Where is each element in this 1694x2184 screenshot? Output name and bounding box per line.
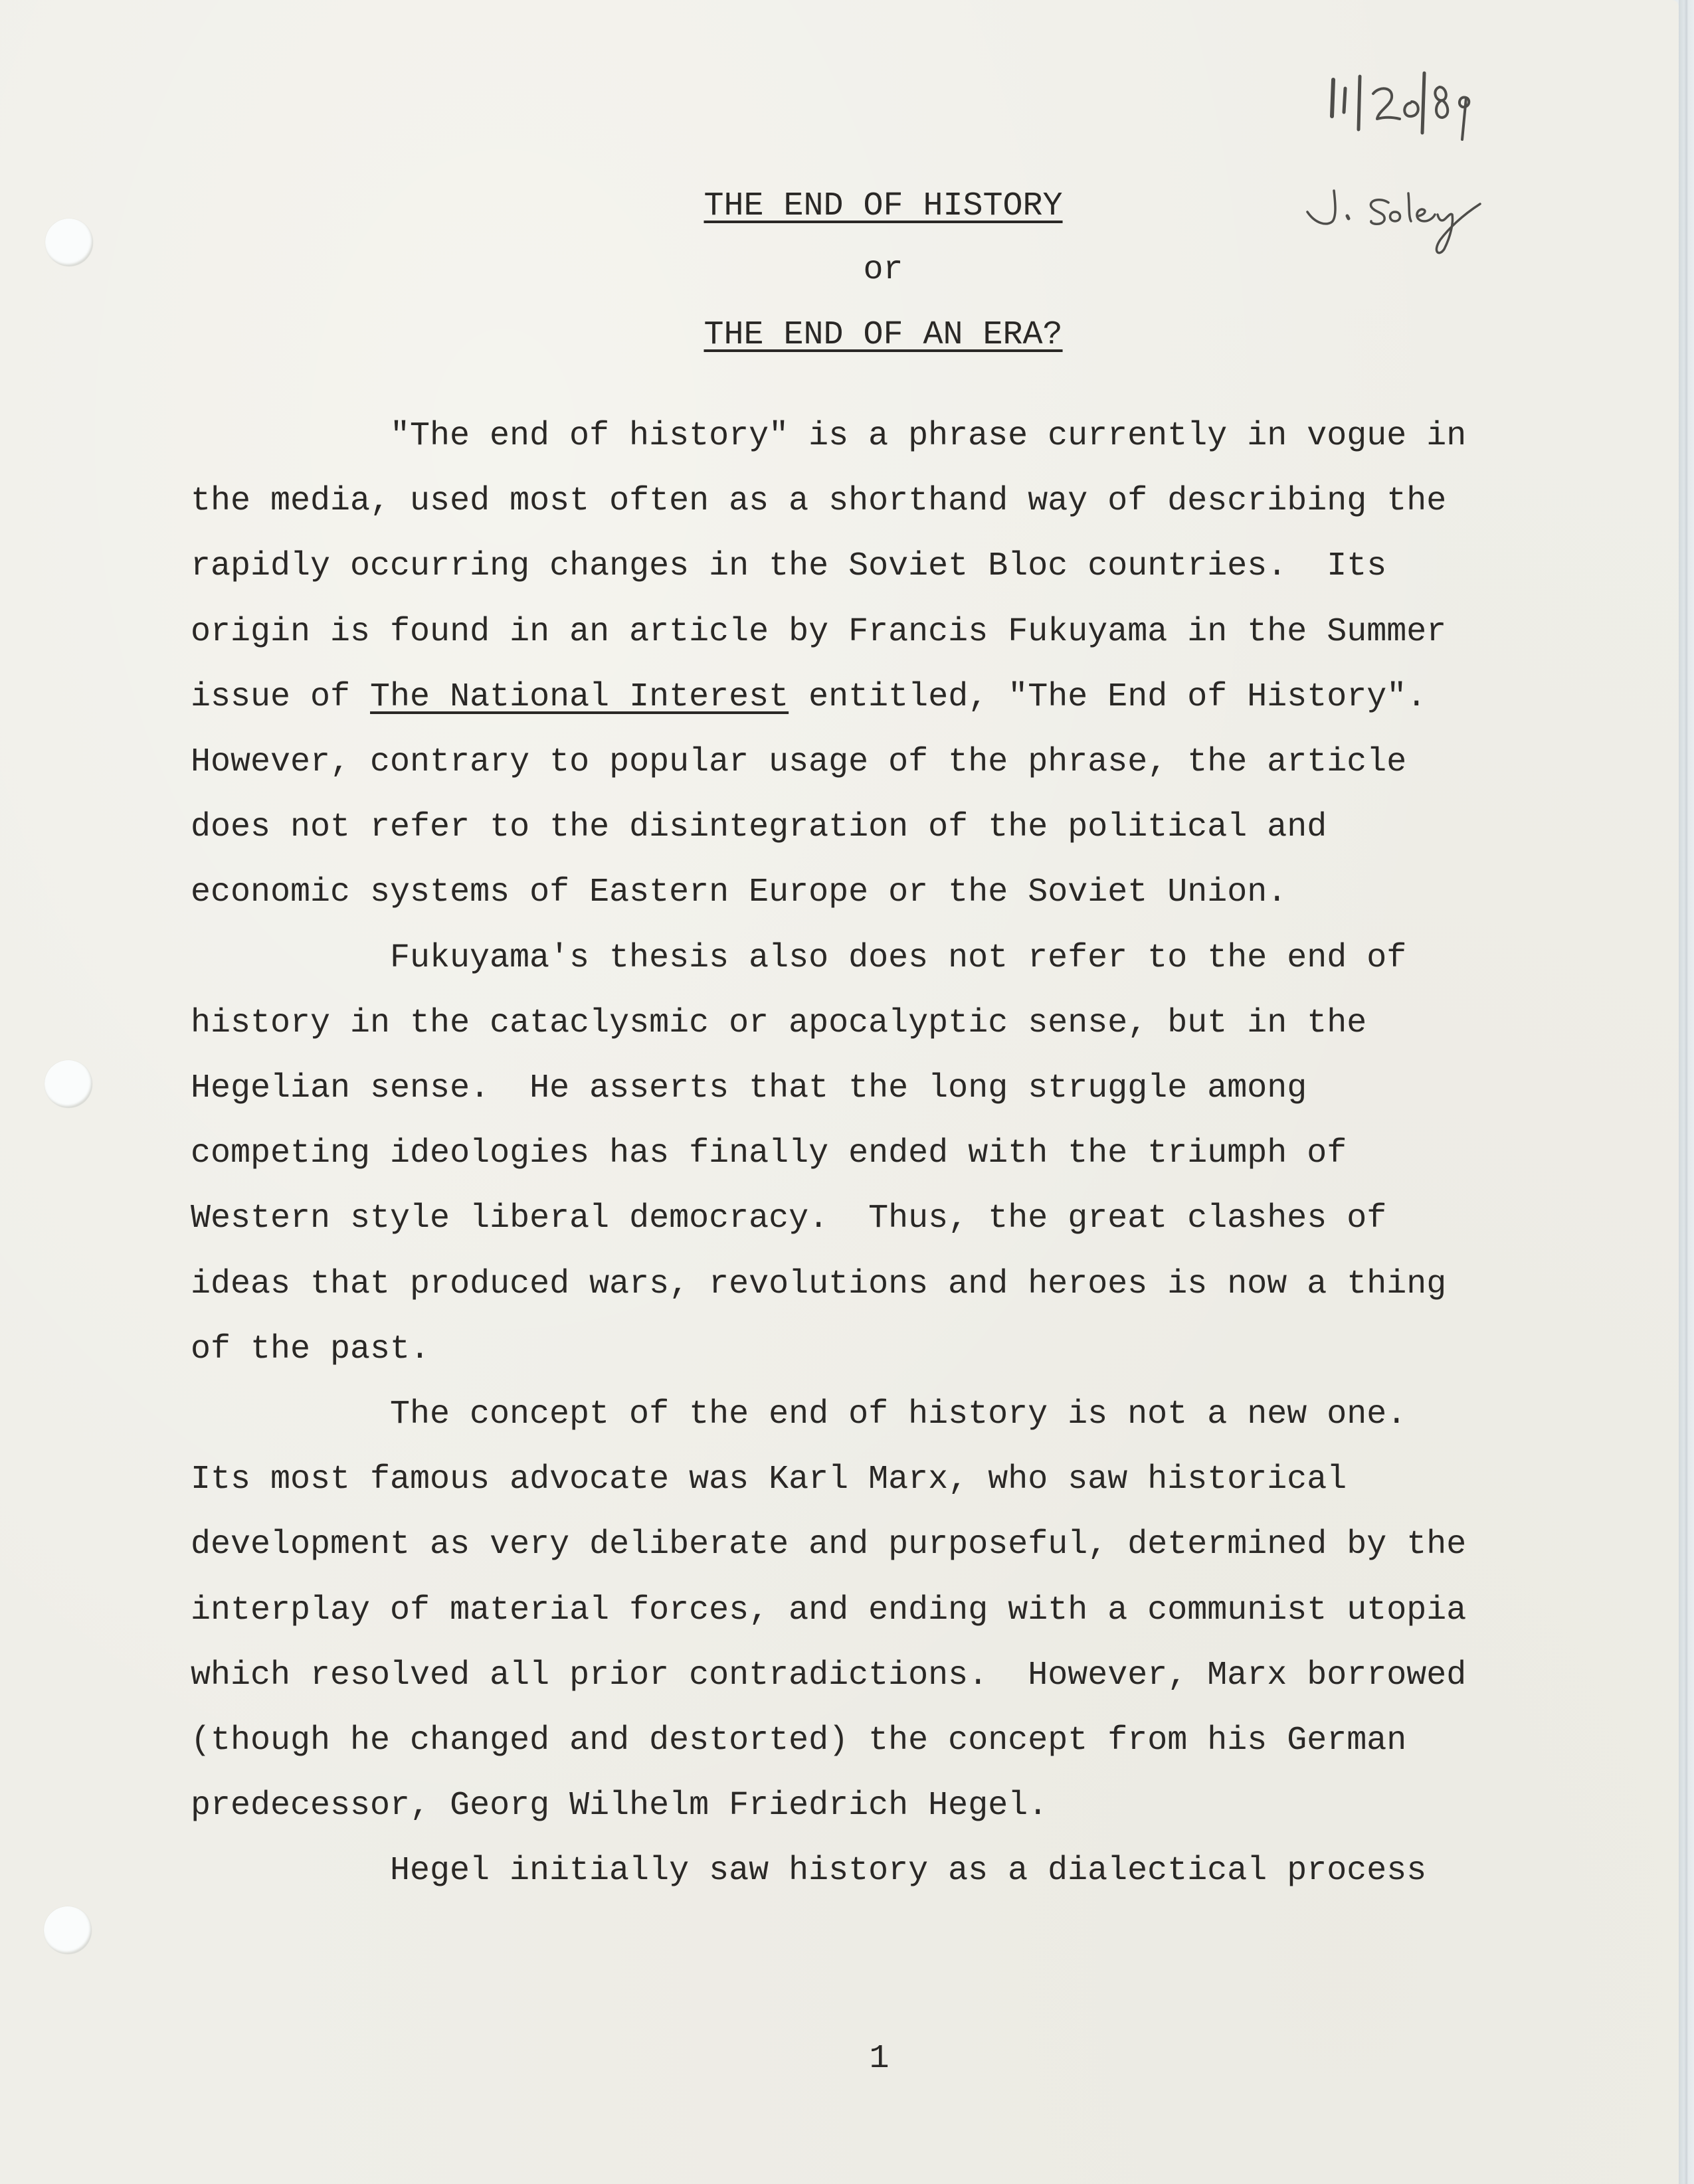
title-line-2 [0, 286, 1679, 385]
text-segment: which resolved all prior contradictions. However, Marx borrowed [191, 1656, 1467, 1694]
paragraph-first-line [390, 1852, 1427, 1890]
body-line [191, 612, 1447, 651]
body-line [191, 743, 1407, 781]
text-segment: entitled, "The End of History". [789, 678, 1427, 716]
body-line [191, 1656, 1467, 1694]
body-line [191, 1591, 1467, 1629]
page-number-line [0, 2009, 1679, 2109]
text-segment: (though he changed and destorted) the concept from his German [191, 1722, 1407, 1760]
publication-title: The National Interest [370, 678, 789, 716]
paragraph-first-line [390, 939, 1407, 977]
page-number: 1 [869, 2040, 890, 2078]
title-main: THE END OF HISTORY [704, 187, 1063, 225]
text-segment: competing ideologies has finally ended with the triumph of [191, 1135, 1347, 1173]
text-segment: development as very deliberate and purposeful, determined by the [191, 1526, 1467, 1564]
body-line [191, 1724, 1406, 1758]
body-line [191, 1069, 1307, 1107]
text-segment: of the past. [191, 1330, 430, 1368]
text-segment: predecessor, Georg Wilhelm Friedrich Hegel. [191, 1787, 1048, 1825]
text-segment: issue of [191, 678, 371, 716]
body-line [191, 1004, 1367, 1042]
body-line [191, 1265, 1447, 1303]
text-segment: origin is found in an article by Francis Fukuyama in the Summer [191, 612, 1447, 651]
paragraph-first-line [390, 417, 1467, 455]
scanner-edge [1679, 0, 1694, 2184]
text-segment: economic systems of Eastern Europe or the Soviet Union. [191, 873, 1287, 912]
text-segment: interplay of material forces, and ending with a communist utopia [191, 1591, 1467, 1629]
text-segment: Its most famous advocate was Karl Marx, who saw historical [191, 1461, 1347, 1499]
title-connector: or [863, 251, 903, 289]
body-line [191, 1135, 1347, 1173]
text-segment: the media, used most often as a shorthand way of describing the [191, 482, 1447, 521]
text-segment: The concept of the end of history is not a new one. [390, 1396, 1407, 1433]
handwritten-date [1325, 70, 1478, 143]
body-line [191, 547, 1387, 586]
body-line [191, 678, 1427, 716]
body-line [191, 1330, 430, 1368]
body-line [191, 1528, 1466, 1562]
binder-hole-bottom [44, 1906, 92, 1954]
text-segment: ideas that produced wars, revolutions and heroes is now a thing [191, 1265, 1447, 1303]
text-segment: Hegel initially saw history as a dialectical process [390, 1852, 1427, 1890]
text-segment: Western style liberal democracy. Thus, the great clashes of [191, 1200, 1387, 1238]
text-segment: rapidly occurring changes in the Soviet Bloc countries. Its [191, 547, 1387, 586]
text-segment: However, contrary to popular usage of the phrase, the article [191, 743, 1407, 781]
binder-hole-middle [45, 1060, 92, 1108]
text-segment: history in the cataclysmic or apocalyptic sense, but in the [191, 1004, 1367, 1042]
body-line [191, 1463, 1347, 1497]
text-segment: does not refer to the disintegration of the political and [191, 808, 1327, 847]
body-line [191, 1789, 1048, 1823]
body-line [191, 482, 1447, 521]
body-line [191, 873, 1287, 912]
body-line [191, 1200, 1387, 1238]
text-segment: Fukuyama's thesis also does not refer to the end of [390, 939, 1407, 977]
text-segment: "The end of history" is a phrase currently in vogue in [390, 417, 1467, 455]
title-subtitle: THE END OF AN ERA? [704, 316, 1063, 354]
paragraph-first-line [390, 1398, 1406, 1431]
body-line [191, 808, 1327, 847]
text-segment: Hegelian sense. He asserts that the long struggle among [191, 1069, 1307, 1107]
